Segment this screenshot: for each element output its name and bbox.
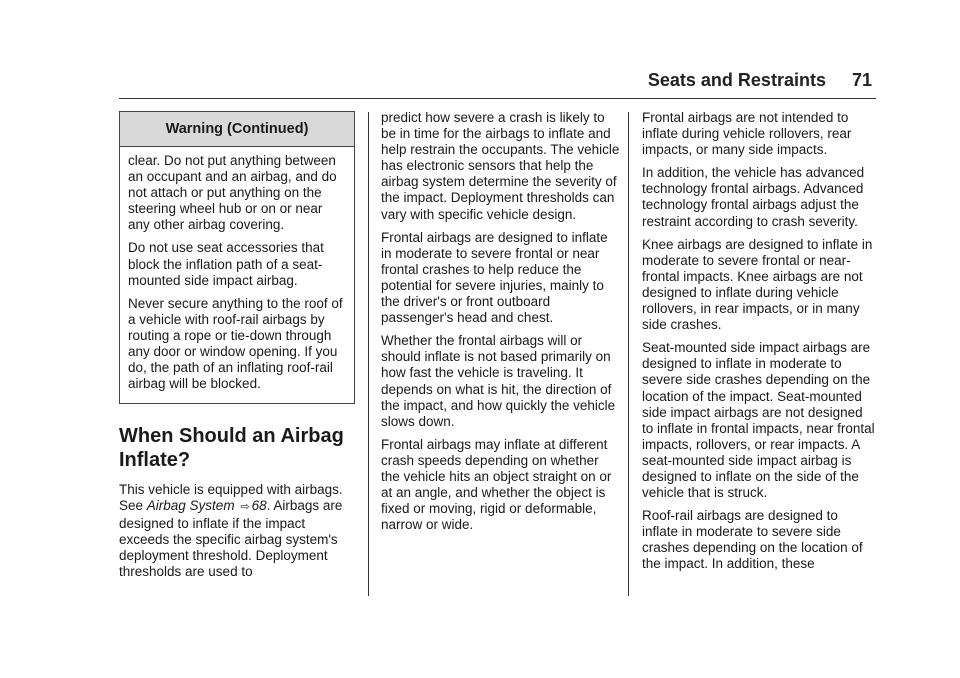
cross-reference-page[interactable]: 68: [251, 498, 267, 514]
section-title: Seats and Restraints: [647, 70, 826, 90]
warning-heading: Warning (Continued): [120, 112, 354, 147]
header-rule: [119, 98, 876, 99]
warning-paragraph: Do not use seat accessories that block the inflation path of a seat-mounted side impact airbag.: [128, 240, 324, 288]
body-paragraph: Seat-mounted side impact airbags are designed to inflate in moderate to severe side crashes depending on the location of the impact. Seat-mounted side impact airbags are not designed to inflate in frontal impacts, near frontal impacts, rollovers, or rear impacts. A seat-mounted side impact airbag is designed to inflate on the side of the vehicle that is struck.: [642, 340, 875, 501]
running-header: [648, 70, 872, 91]
intro-text: This vehicle is equipped with airbags. See: [119, 482, 343, 514]
page-reference-arrow-icon: ⇨: [240, 501, 250, 514]
body-paragraph: In addition, the vehicle has advanced technology frontal airbags. Advanced technology frontal airbags adjust the restraint according to crash severity.: [642, 165, 865, 229]
cross-reference-link[interactable]: Airbag System: [146, 498, 235, 514]
body-paragraph: Frontal airbags are not intended to inflate during vehicle rollovers, rear impacts, or many side impacts.: [642, 110, 852, 158]
warning-paragraph: clear. Do not put anything between an occupant and an airbag, and do not attach or put anything on the steering wheel hub or on or near any other airbag covering.: [128, 153, 337, 233]
warning-paragraph: Never secure anything to the roof of a vehicle with roof-rail airbags by routing a rope or tie-down through any door or window opening. If you do, the path of an inflating roof-rail airbag will be blocked.: [128, 295, 343, 392]
warning-body: [120, 147, 354, 403]
section-intro: [119, 482, 357, 580]
column-divider-1: [368, 112, 369, 596]
body-paragraph: Roof-rail airbags are designed to inflate in moderate to severe side crashes depending on the location of the impact. In addition, these: [642, 508, 863, 572]
column-3: [642, 110, 876, 580]
section-heading: When Should an Airbag Inflate?: [119, 425, 344, 472]
column-1: [119, 111, 357, 587]
page-number: 71: [851, 70, 872, 90]
warning-box: [119, 111, 355, 404]
body-paragraph: predict how severe a crash is likely to be in time for the airbags to inflate and help restrain the occupants. The vehicle has electronic sensors that help the airbag system determine the severity of the impact. Deployment thresholds can vary with specific vehicle design.: [381, 110, 620, 222]
body-paragraph: Frontal airbags may inflate at different crash speeds depending on whether the vehicle hits an object straight on or at an angle, and whether the object is fixed or moving, rigid or deformable, narrow or wide.: [381, 436, 612, 533]
body-paragraph: Knee airbags are designed to inflate in moderate to severe frontal or near-frontal impacts. Knee airbags are not designed to inflate during vehicle rollovers, in rear impacts, or in many side crashes.: [642, 236, 873, 333]
column-divider-2: [628, 112, 629, 596]
column-2: [381, 110, 621, 540]
body-paragraph: Frontal airbags are designed to inflate in moderate to severe frontal or near frontal crashes to help reduce the potential for severe injuries, mainly to the driver's or front outboard passenger's head and chest.: [381, 229, 608, 326]
intro-text-continued: . Airbags are designed to inflate if the impact exceeds the specific airbag system's deployment threshold. Deployment thresholds are used to: [119, 498, 343, 579]
body-paragraph: Whether the frontal airbags will or should inflate is not based primarily on how fast the vehicle is traveling. It depends on what is hit, the direction of the impact, and how quickly the vehicle slows down.: [381, 333, 616, 429]
